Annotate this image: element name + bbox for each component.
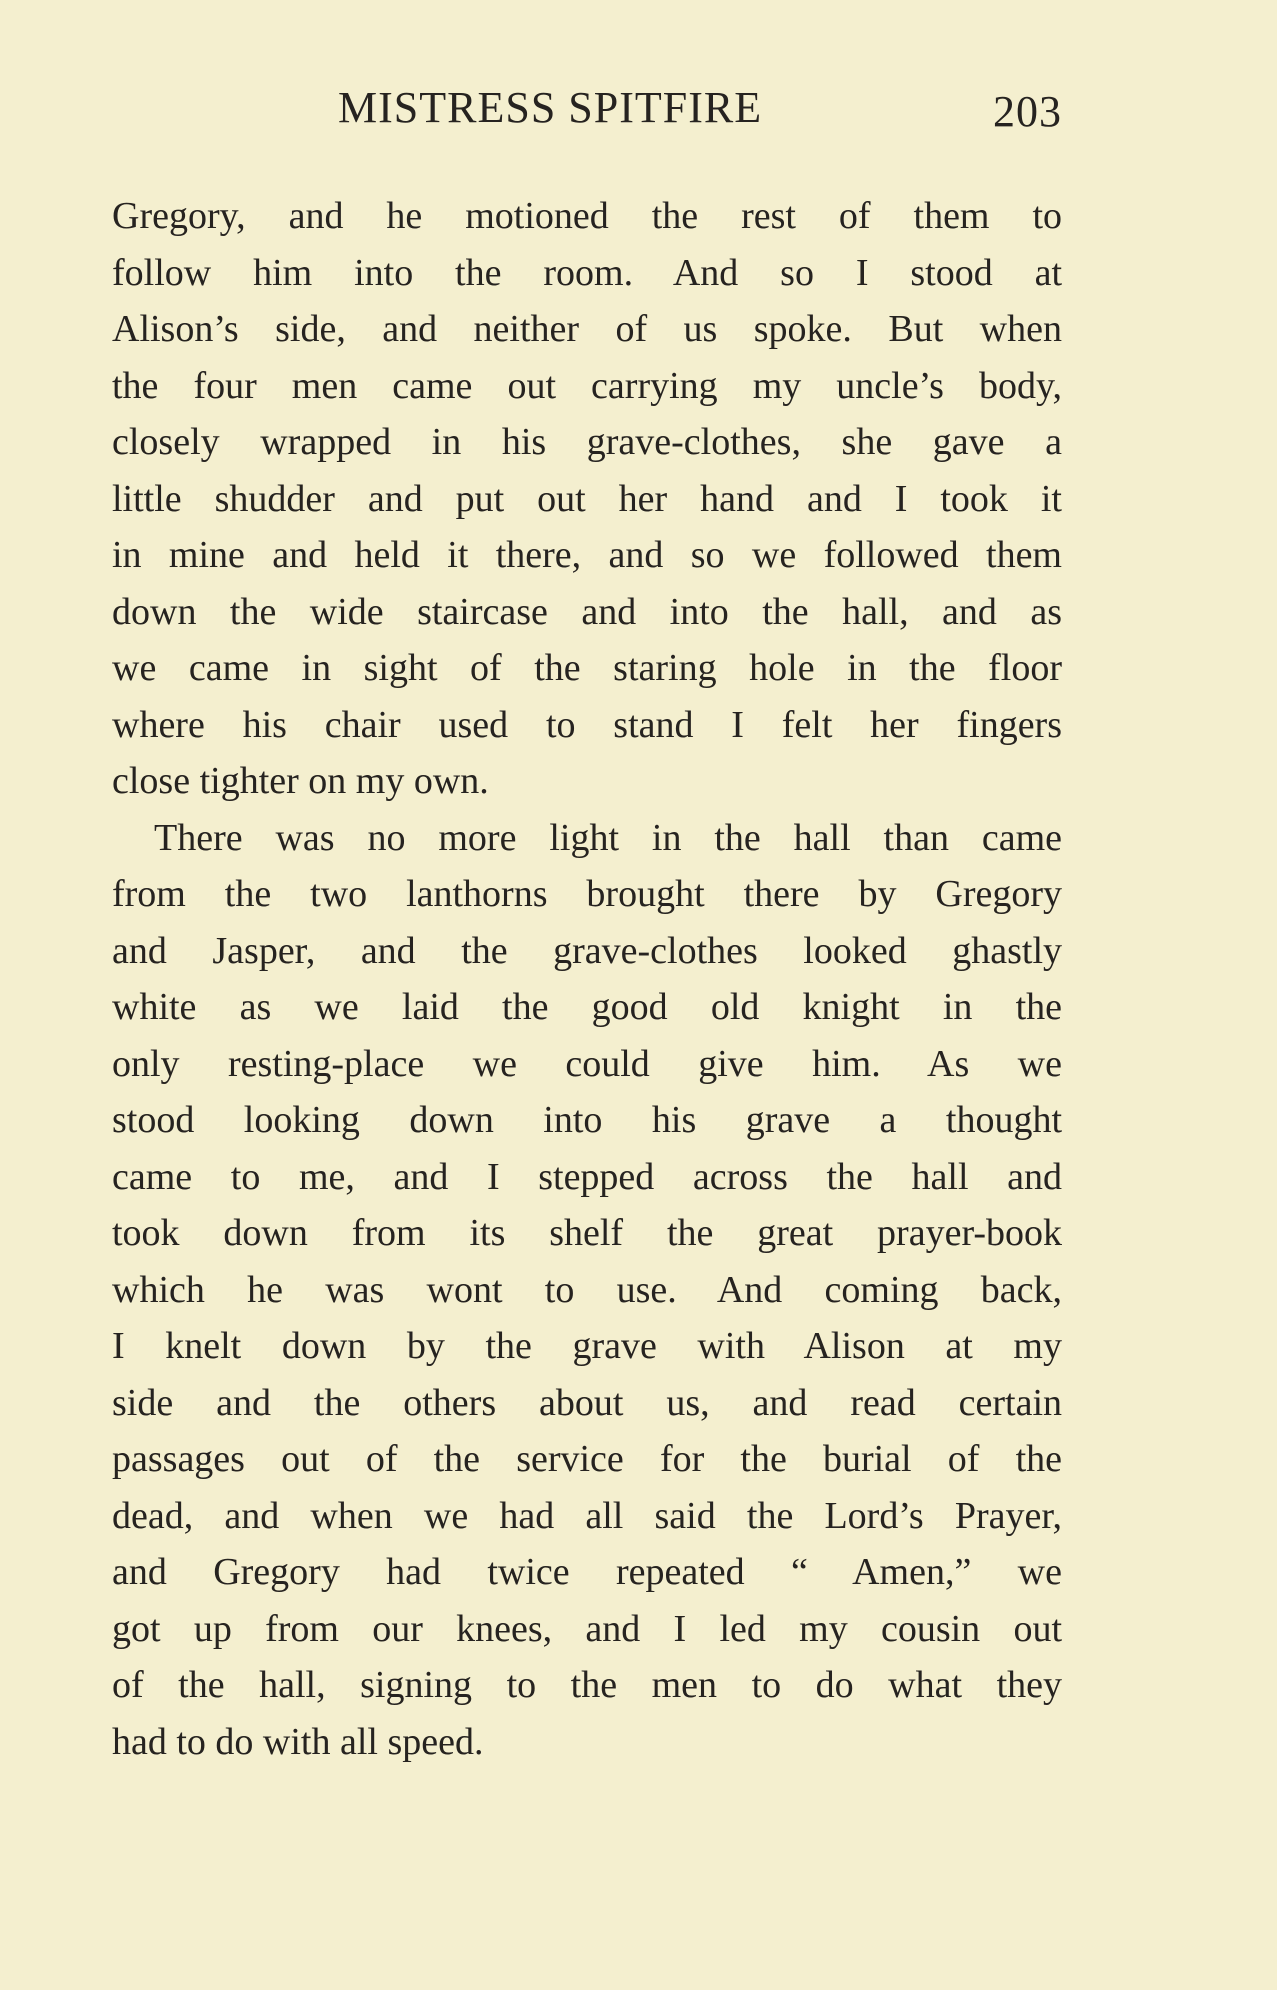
text-line: stood looking down into his grave a thought bbox=[112, 1099, 1062, 1141]
text-line: got up from our knees, and I led my cousin out bbox=[112, 1607, 1062, 1650]
text-line: where his chair used to stand I felt her fingers bbox=[112, 703, 1062, 746]
text-line: follow him into the room. And so I stood at bbox=[112, 251, 1062, 294]
text-line: little shudder and put out her hand and I took it bbox=[112, 477, 1062, 520]
paragraph-1 bbox=[112, 188, 1062, 810]
text-line: and Jasper, and the grave-clothes looked ghastly bbox=[112, 929, 1062, 972]
text-line: of the hall, signing to the men to do what they bbox=[112, 1664, 1062, 1706]
text-line: close tighter on my own. bbox=[112, 760, 489, 802]
text-line: from the two lanthorns brought there by Gregory bbox=[112, 873, 1062, 915]
paragraph-2 bbox=[112, 810, 1062, 1771]
text-line: we came in sight of the staring hole in the floor bbox=[112, 647, 1062, 689]
text-line: and Gregory had twice repeated “ Amen,” we bbox=[112, 1551, 1062, 1593]
text-line: came to me, and I stepped across the hall and bbox=[112, 1155, 1062, 1198]
text-line: side and the others about us, and read certain bbox=[112, 1381, 1062, 1424]
text-line: the four men came out carrying my uncle’s body, bbox=[112, 364, 1062, 407]
text-line: down the wide staircase and into the hall, and as bbox=[112, 590, 1062, 633]
text-line: closely wrapped in his grave-clothes, she gave a bbox=[112, 421, 1062, 463]
text-line: in mine and held it there, and so we followed them bbox=[112, 534, 1062, 576]
text-line: I knelt down by the grave with Alison at my bbox=[112, 1325, 1062, 1367]
running-title: MISTRESS SPITFIRE bbox=[338, 83, 763, 132]
page-number: 203 bbox=[993, 87, 1062, 136]
body-text bbox=[112, 188, 1062, 1770]
text-line: There was no more light in the hall than came bbox=[154, 816, 1062, 859]
text-line: Gregory, and he motioned the rest of them to bbox=[112, 195, 1062, 237]
text-line: only resting-place we could give him. As we bbox=[112, 1042, 1062, 1085]
text-line: took down from its shelf the great prayer-book bbox=[112, 1212, 1062, 1254]
running-head bbox=[110, 82, 1062, 142]
text-line: had to do with all speed. bbox=[112, 1720, 484, 1763]
text-line: dead, and when we had all said the Lord’s Prayer, bbox=[112, 1494, 1062, 1537]
text-line: passages out of the service for the burial of the bbox=[112, 1438, 1062, 1480]
text-line: white as we laid the good old knight in the bbox=[112, 986, 1062, 1028]
text-line: which he was wont to use. And coming back, bbox=[112, 1268, 1062, 1311]
text-line: Alison’s side, and neither of us spoke. But when bbox=[112, 308, 1062, 350]
